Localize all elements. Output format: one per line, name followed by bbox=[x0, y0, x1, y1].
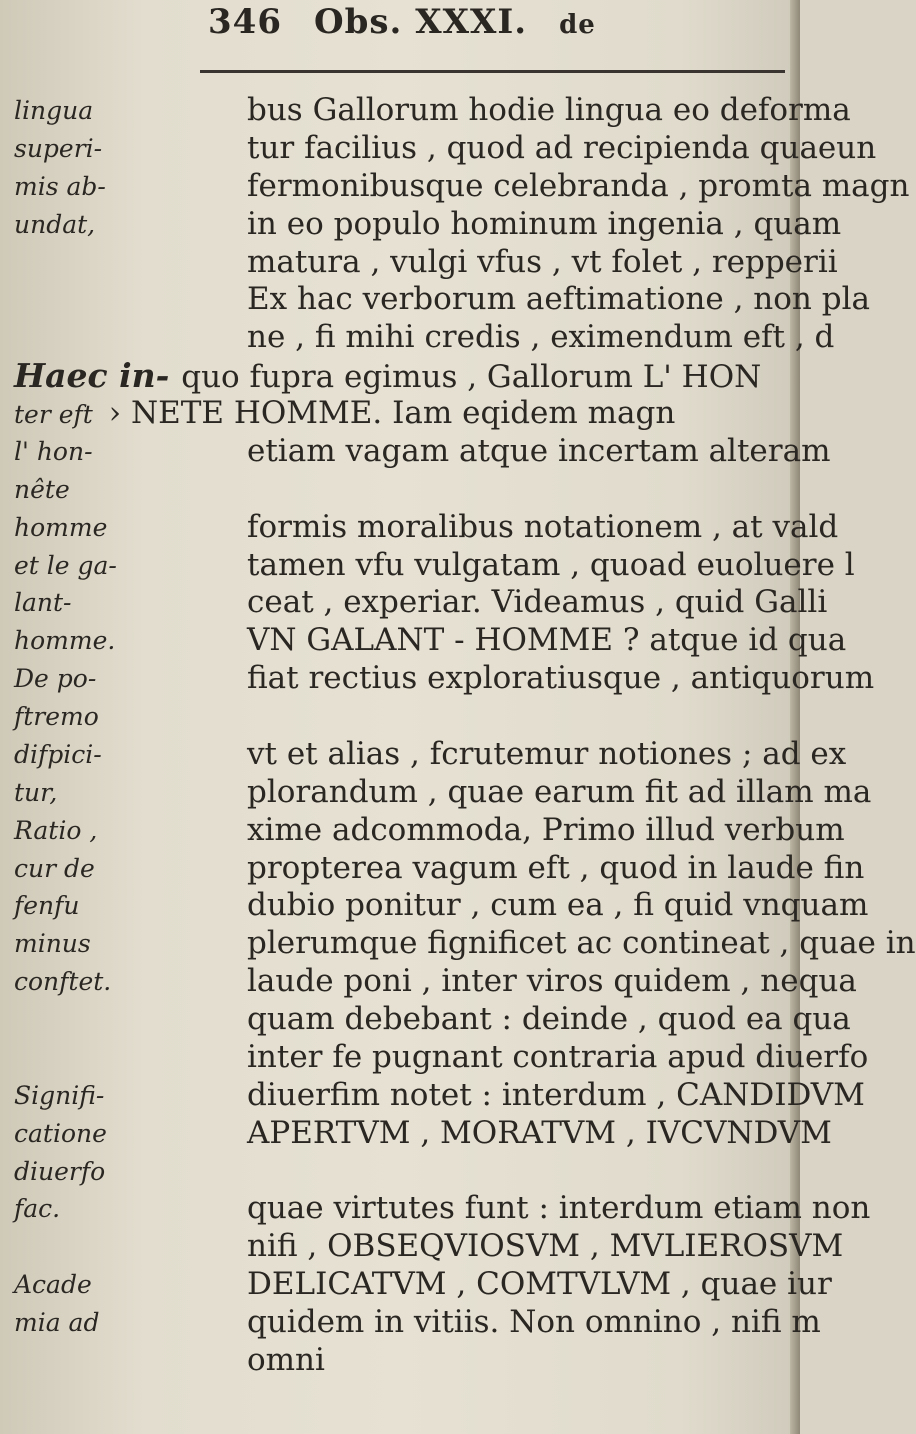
header-rule bbox=[200, 70, 785, 73]
line-text: quidem in vitiis. Non omnino , nifi m bbox=[247, 1304, 821, 1340]
text-line bbox=[0, 1114, 832, 1153]
text-line bbox=[0, 887, 869, 925]
margin-note: Signifi- bbox=[14, 1080, 105, 1110]
line-text: APERTVM , MORATVM , IVCVNDVM bbox=[247, 1114, 832, 1151]
margin-note: tur, bbox=[14, 777, 58, 807]
line-text: VN GALANT - HOMME ? atque id qua bbox=[247, 622, 847, 659]
line-text: formis moralibus notationem , at vald bbox=[247, 508, 839, 545]
text-line bbox=[0, 508, 839, 547]
margin-note: difpici- bbox=[14, 739, 102, 769]
margin-note: De po- bbox=[14, 664, 97, 694]
line-text: diuerfim notet : interdum , CANDIDVM bbox=[247, 1076, 865, 1113]
text-line bbox=[0, 1266, 832, 1304]
margin-note: nête bbox=[14, 474, 70, 504]
line-text: in eo populo hominum ingenia , quam bbox=[247, 205, 842, 242]
margin-note: Acade bbox=[14, 1270, 92, 1300]
line-text: plerumque fignificet ac contineat , quae in bbox=[247, 925, 916, 962]
margin-note: superi- bbox=[14, 133, 103, 163]
text-line bbox=[0, 660, 875, 698]
text-line bbox=[0, 698, 800, 736]
margin-note: homme bbox=[14, 512, 108, 542]
line-text: vt et alias , fcrutemur notiones ; ad ex bbox=[247, 735, 847, 772]
line-text: tamen vfu vulgatam , quoad euoluere l bbox=[247, 546, 855, 583]
text-line bbox=[0, 281, 870, 319]
text-line bbox=[0, 205, 842, 244]
line-body: › NETE HOMME. Iam eqidem magn bbox=[98, 395, 676, 431]
text-line bbox=[0, 432, 831, 471]
margin-note: conftet. bbox=[14, 967, 112, 997]
marginal-heading: ter eft bbox=[14, 400, 93, 429]
margin-note: mis ab- bbox=[14, 171, 106, 201]
text-line bbox=[0, 1038, 869, 1077]
text-line bbox=[0, 129, 877, 168]
margin-note: diuerfo bbox=[14, 1156, 106, 1186]
margin-note: homme. bbox=[14, 626, 116, 656]
line-text: bus Gallorum hodie lingua eo deforma bbox=[247, 92, 851, 128]
body-text bbox=[0, 92, 916, 1380]
line-text: DELICATVM , COMTVLVM , quae iur bbox=[247, 1266, 832, 1303]
text-line bbox=[0, 243, 838, 282]
margin-note: lant- bbox=[14, 588, 72, 618]
line-text: quam debebant : deinde , quod ea qua bbox=[247, 1001, 851, 1037]
text-line bbox=[0, 811, 845, 850]
page-number: 346 bbox=[208, 2, 282, 42]
margin-note: undat, bbox=[14, 209, 96, 239]
line-text: inter fe pugnant contraria apud diuerfo bbox=[247, 1038, 869, 1075]
text-line bbox=[0, 925, 916, 963]
text-line bbox=[0, 735, 847, 774]
line-text: fiat rectius exploratiusque , antiquorum bbox=[247, 660, 875, 697]
text-line bbox=[0, 167, 910, 206]
marginal-heading: Haec in- bbox=[14, 356, 170, 396]
margin-note: minus bbox=[14, 929, 91, 959]
text-line bbox=[0, 622, 847, 660]
margin-note: l' hon- bbox=[14, 436, 93, 466]
line-text bbox=[14, 395, 792, 434]
running-title-end: de bbox=[559, 10, 596, 40]
line-text bbox=[14, 357, 792, 397]
line-text: ne , fi mihi credis , eximendum eft , d bbox=[247, 319, 835, 356]
text-line bbox=[0, 1190, 871, 1228]
text-line bbox=[0, 773, 872, 812]
text-line bbox=[0, 1153, 800, 1191]
text-line bbox=[0, 1228, 844, 1266]
line-text: fermonibusque celebranda , promta magn bbox=[247, 167, 910, 204]
text-line bbox=[0, 1076, 865, 1115]
margin-note: ftremo bbox=[14, 702, 99, 731]
text-line bbox=[0, 92, 851, 130]
margin-note: fenfu bbox=[14, 891, 80, 921]
line-text: omni bbox=[247, 1341, 325, 1378]
running-header bbox=[208, 2, 596, 52]
text-line bbox=[0, 1001, 851, 1039]
running-title: Obs. XXXI. bbox=[313, 2, 528, 42]
line-text: plorandum , quae earum fit ad illam ma bbox=[247, 773, 872, 810]
text-line bbox=[0, 471, 800, 509]
line-text: Ex hac verborum aeftimatione , non pla bbox=[247, 281, 870, 318]
margin-note: mia ad bbox=[14, 1308, 100, 1337]
text-line bbox=[0, 1304, 821, 1342]
text-line bbox=[0, 584, 828, 622]
margin-note: catione bbox=[14, 1118, 107, 1148]
text-line bbox=[0, 1342, 800, 1380]
text-line bbox=[0, 963, 857, 1001]
line-text: dubio ponitur , cum ea , fi quid vnquam bbox=[247, 887, 869, 924]
margin-note: fac. bbox=[14, 1194, 61, 1224]
text-line bbox=[0, 357, 800, 395]
line-text: etiam vagam atque incertam alteram bbox=[247, 432, 831, 469]
line-body: quo fupra egimus , Gallorum L' HON bbox=[171, 359, 762, 396]
line-text: matura , vulgi vfus , vt folet , repperii bbox=[247, 243, 838, 280]
text-line bbox=[0, 395, 800, 433]
line-text: tur facilius , quod ad recipienda quaeun bbox=[247, 129, 877, 166]
margin-note: et le ga- bbox=[14, 550, 117, 580]
line-text: quae virtutes funt : interdum etiam non bbox=[247, 1190, 871, 1227]
margin-note: lingua bbox=[14, 96, 94, 125]
text-line bbox=[0, 546, 855, 585]
line-text: xime adcommoda, Primo illud verbum bbox=[247, 811, 845, 848]
margin-note: Ratio , bbox=[14, 815, 98, 845]
line-text: nifi , OBSEQVIOSVM , MVLIEROSVM bbox=[247, 1228, 844, 1265]
line-text: laude poni , inter viros quidem , nequa bbox=[247, 963, 857, 1000]
line-text: propterea vagum eft , quod in laude fin bbox=[247, 849, 865, 886]
text-line bbox=[0, 319, 835, 357]
line-text: ceat , experiar. Videamus , quid Galli bbox=[247, 584, 828, 621]
text-line bbox=[0, 849, 865, 888]
margin-note: cur de bbox=[14, 853, 95, 883]
